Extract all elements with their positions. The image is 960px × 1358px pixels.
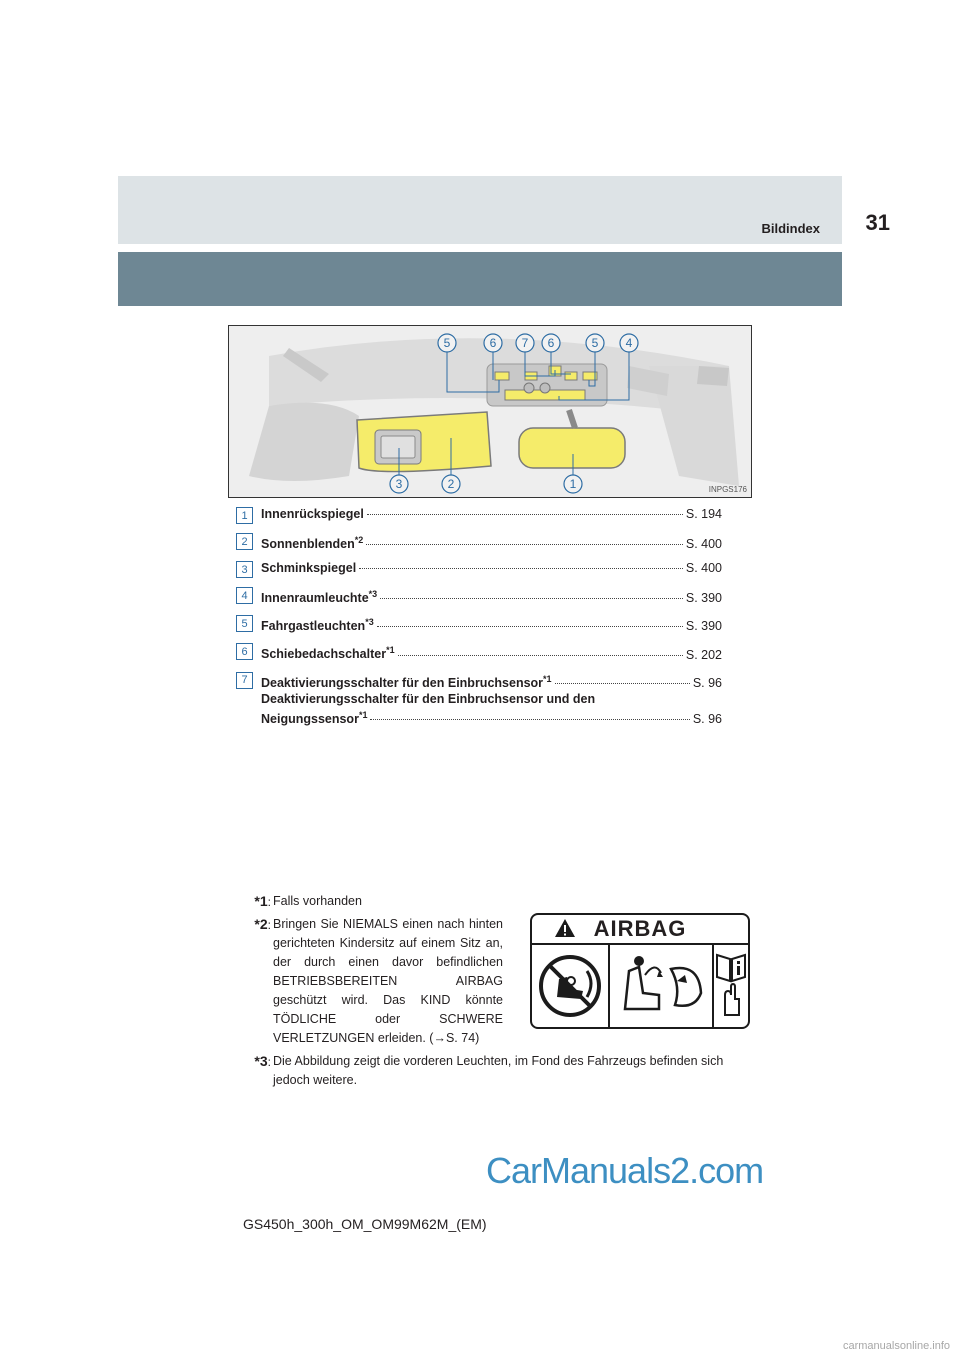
item-number: 2 <box>236 533 253 550</box>
page-reference-link[interactable]: S. 400 <box>685 561 722 576</box>
item-number: 1 <box>236 507 253 524</box>
leader-dots <box>555 683 690 684</box>
footnote-ref: *3 <box>365 617 374 628</box>
index-item[interactable] <box>236 560 722 578</box>
section-title: Bildindex <box>761 221 820 236</box>
page-reference-link[interactable]: S. 202 <box>685 647 722 662</box>
figure-code: INPGS176 <box>708 485 747 494</box>
page-reference-link[interactable]: S. 390 <box>685 591 722 606</box>
index-item[interactable] <box>236 671 722 727</box>
page-reference-link[interactable]: S. 400 <box>685 537 722 552</box>
leader-dots <box>380 598 683 599</box>
index-item[interactable] <box>236 586 722 606</box>
footnote-text: Bringen Sie NIEMALS einen nach hinten gerichteten Kindersitz auf einem Sitz an, der durch einen davor befindlichen BETRIEBSBEREITEN AIRBAG geschützt wird. Das KIND könnte TÖDLICHE oder SCHWERE VERLETZUNGEN erleiden. (→S. 74) <box>273 917 503 1045</box>
item-label: Innenraumleuchte <box>261 591 369 606</box>
index-list <box>236 506 722 735</box>
leader-dots <box>398 655 683 656</box>
callout-3: 3 <box>395 477 403 491</box>
item-number: 6 <box>236 643 253 660</box>
read-manual-icon <box>715 951 747 1021</box>
item-number: 3 <box>236 561 253 578</box>
overhead-illustration <box>228 325 752 498</box>
callout-6a: 6 <box>489 336 497 350</box>
passenger-lamp-left <box>495 372 509 380</box>
leader-dots <box>359 568 683 569</box>
watermark-secondary: carmanualsonline.info <box>842 1340 950 1352</box>
page-reference-link[interactable]: S. 96 <box>692 675 722 690</box>
item-label: Sonnenblenden <box>261 537 355 552</box>
warning-triangle-icon <box>554 918 576 938</box>
callout-2: 2 <box>447 477 455 491</box>
item-label: Fahrgastleuchten <box>261 619 366 634</box>
footnote-mark: *1: <box>254 893 271 909</box>
item-number: 5 <box>236 615 253 632</box>
footnote-ref: *1 <box>358 709 368 720</box>
page-number: 31 <box>865 210 890 235</box>
footnote-text: Die Abbildung zeigt die vorderen Leuchten, im Fond des Fahrzeugs befinden sich jedoch weitere. <box>273 1054 724 1087</box>
callout-1: 1 <box>569 477 577 491</box>
footnote <box>237 892 747 911</box>
index-item[interactable] <box>236 614 722 634</box>
index-item[interactable] <box>236 642 722 662</box>
item-label: Innenrückspiegel <box>261 507 364 521</box>
page-reference-link[interactable]: S. 96 <box>692 711 722 726</box>
leader-dots <box>377 626 683 627</box>
document-code: GS450h_300h_OM_OM99M62M_(EM) <box>243 1216 487 1232</box>
item-label: Schminkspiegel <box>261 561 357 576</box>
header-band <box>118 176 842 244</box>
index-item[interactable] <box>236 506 722 524</box>
overhead-drawing <box>229 326 751 497</box>
item-label: Schiebedachschalter <box>261 647 387 662</box>
leader-dots <box>370 719 689 720</box>
airbag-deploy-icon <box>615 953 707 1019</box>
no-rear-facing-seat-icon <box>537 953 603 1019</box>
footnote <box>237 1052 747 1090</box>
page-reference-link[interactable]: S. 390 <box>685 619 722 634</box>
footnote-ref: *2 <box>354 535 364 545</box>
rear-view-mirror <box>519 428 625 468</box>
sunroof-switch-right <box>565 372 577 380</box>
title-bar <box>118 252 842 306</box>
footnote-mark: *2: <box>254 916 271 932</box>
item-label-continued: Deaktivierungsschalter für den Einbruchsensor und den <box>261 691 596 706</box>
footnote <box>237 915 503 1048</box>
leader-dots <box>366 544 683 545</box>
callout-5b: 5 <box>591 336 599 350</box>
footnote-mark: *3: <box>254 1053 271 1069</box>
index-item[interactable] <box>236 532 722 552</box>
callout-6b: 6 <box>547 336 555 350</box>
item-label: Deaktivierungsschalter für den Einbruchsensor <box>261 675 544 690</box>
item-number: 7 <box>236 672 253 689</box>
item-number: 4 <box>236 587 253 604</box>
callout-7: 7 <box>521 336 529 350</box>
airbag-title: AIRBAG <box>593 916 687 941</box>
footnote-text: Falls vorhanden <box>273 894 362 908</box>
leader-dots <box>367 514 683 515</box>
item-label: Neigungssensor <box>261 711 359 726</box>
footnote-ref: *1 <box>386 645 395 656</box>
callout-4: 4 <box>625 336 633 350</box>
footnote-ref: *3 <box>368 589 378 600</box>
airbag-warning-label <box>530 913 750 1029</box>
callout-5a: 5 <box>443 336 451 350</box>
watermark-primary: CarManuals2.com <box>486 1150 764 1191</box>
footnote-ref: *1 <box>543 673 552 684</box>
page-reference-link[interactable]: S. 194 <box>685 507 722 521</box>
